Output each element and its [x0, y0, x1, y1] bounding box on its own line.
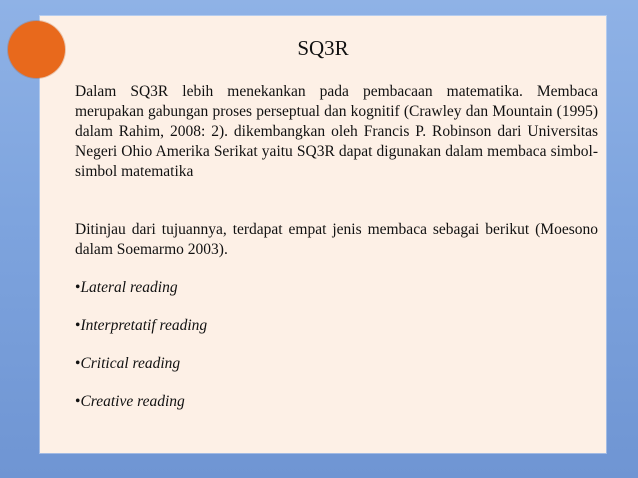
list-item [75, 354, 598, 374]
reading-types-list [75, 278, 598, 412]
slide-title: SQ3R [297, 36, 349, 60]
paragraph-reading-types: Ditinjau dari tujuannya, terdapat empat jenis membaca sebagai berikut (Moesono dalam Soemarmo 2003). [75, 221, 598, 258]
list-item [75, 278, 598, 298]
bullet-dot: • [75, 317, 81, 334]
bullet-text: Creative reading [80, 393, 185, 410]
paragraph-intro: Dalam SQ3R lebih menekankan pada pembacaan matematika. Membaca merupakan gabungan proses perseptual dan kognitif (Crawley dan Mountain (1995) dalam Rahim, 2008: 2). dikembangkan oleh Francis P. Robinson dari Universitas Negeri Ohio Amerika Serikat yaitu SQ3R dapat digunakan dalam membaca simbol-simbol matematika [75, 83, 598, 180]
bullet-dot: • [75, 393, 81, 410]
list-item [75, 392, 598, 412]
list-item [75, 316, 598, 336]
bullet-text: Lateral reading [80, 279, 178, 296]
bullet-text: Interpretatif reading [80, 317, 208, 334]
bullet-text: Critical reading [80, 355, 181, 372]
bullet-dot: • [75, 279, 81, 296]
slide-body [75, 82, 598, 430]
bullet-dot: • [75, 355, 81, 372]
